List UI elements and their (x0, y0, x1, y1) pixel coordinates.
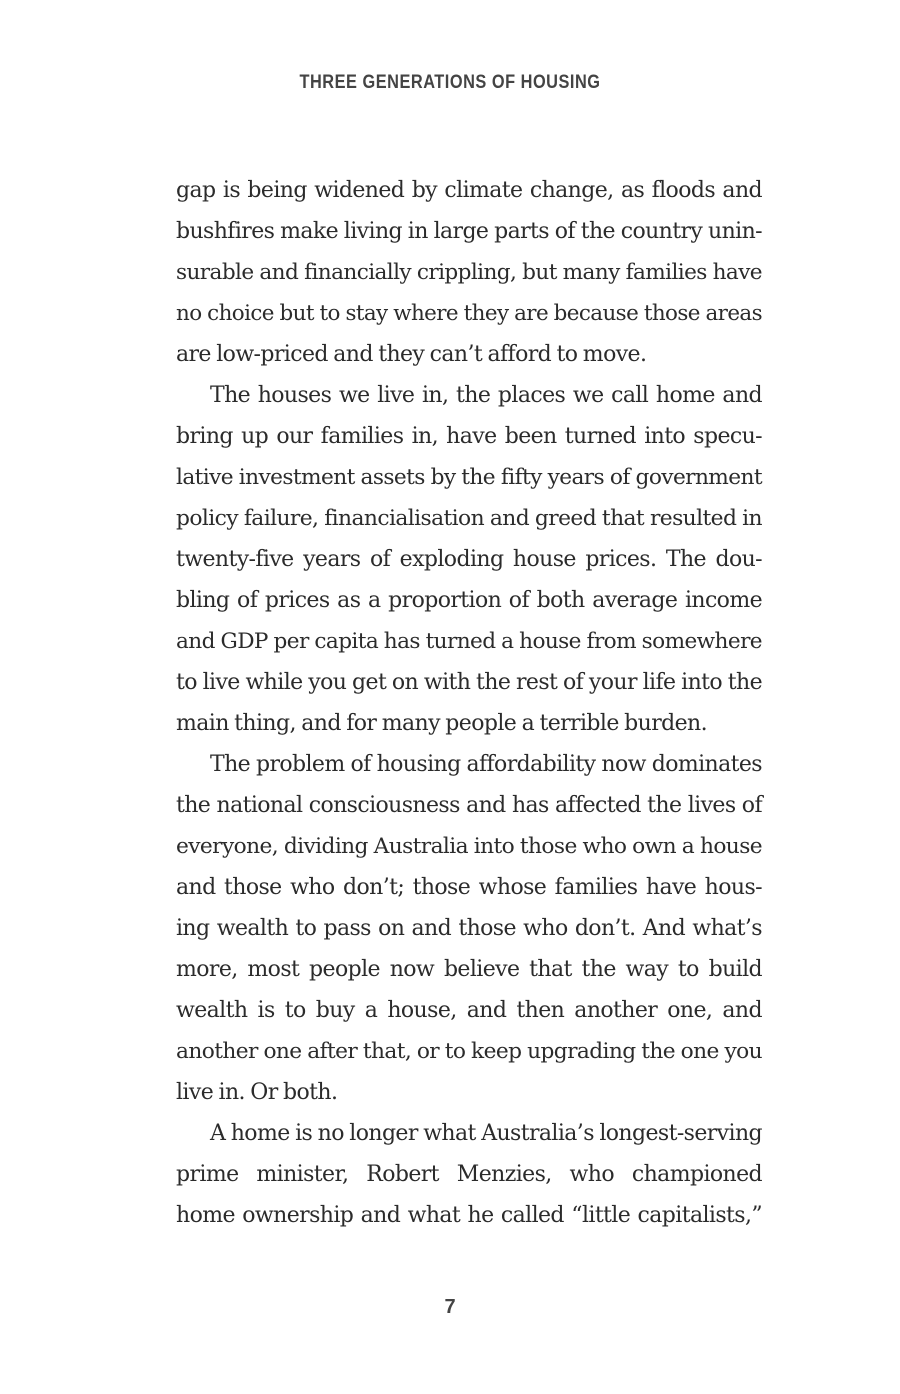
text-line: A home is no longer what Australia’s longest-serving (210, 1121, 762, 1146)
text-line: home ownership and what he called “little capitalists,” (176, 1203, 762, 1228)
text-line: and GDP per capita has turned a house from somewhere (176, 629, 762, 654)
body-text (176, 170, 762, 1236)
text-line: to live while you get on with the rest of your life into the (176, 670, 762, 695)
text-line: main thing, and for many people a terrible burden. (176, 711, 707, 736)
paragraph (176, 375, 762, 744)
page-number: 7 (444, 1296, 456, 1318)
paragraph (176, 744, 762, 1113)
text-line: lative investment assets by the fifty years of government (176, 465, 762, 490)
text-line: prime minister, Robert Menzies, who championed (176, 1162, 762, 1187)
text-line: The houses we live in, the places we call home and (210, 383, 762, 408)
text-line: bring up our families in, have been turned into specu- (176, 424, 762, 449)
text-line: The problem of housing affordability now dominates (210, 752, 762, 777)
text-line: another one after that, or to keep upgrading the one you (176, 1039, 762, 1064)
text-line: surable and financially crippling, but many families have (176, 260, 762, 285)
text-line: more, most people now believe that the way to build (176, 957, 762, 982)
paragraph (176, 170, 762, 375)
paragraph (176, 1113, 762, 1236)
text-line: live in. Or both. (176, 1080, 338, 1105)
text-line: everyone, dividing Australia into those who own a house (176, 834, 762, 859)
text-line: twenty-five years of exploding house prices. The dou- (176, 547, 762, 572)
text-line: bushfires make living in large parts of the country unin- (176, 219, 762, 244)
text-line: no choice but to stay where they are because those areas (176, 301, 762, 326)
text-line: ing wealth to pass on and those who don’t. And what’s (176, 916, 762, 941)
running-header-title: THREE GENERATIONS OF HOUSING (299, 72, 601, 93)
text-line: bling of prices as a proportion of both average income (176, 588, 762, 613)
text-line: policy failure, financialisation and greed that resulted in (176, 506, 762, 531)
text-line: wealth is to buy a house, and then another one, and (176, 998, 762, 1023)
text-line: gap is being widened by climate change, as floods and (176, 178, 762, 203)
text-line: and those who don’t; those whose families have hous- (176, 875, 762, 900)
text-line: the national consciousness and has affected the lives of (176, 793, 762, 818)
text-line: are low-priced and they can’t afford to move. (176, 342, 647, 367)
